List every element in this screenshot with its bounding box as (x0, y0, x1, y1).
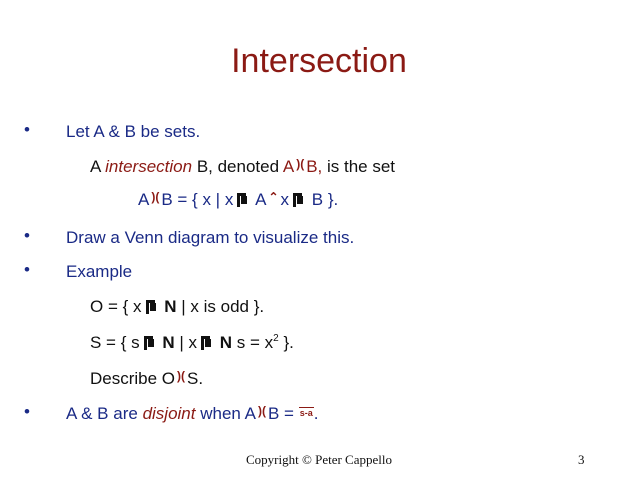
describe-s: S. (187, 369, 204, 388)
s-naturals-1: N (162, 333, 175, 352)
o-naturals: N (164, 297, 177, 316)
intersection-symbol: )( (296, 157, 305, 171)
empty-set-symbol: s-a (299, 408, 313, 418)
intersection-symbol: )( (257, 404, 266, 418)
s-naturals-2: N (219, 333, 233, 352)
element-of-icon (237, 193, 247, 207)
example-o-line (90, 297, 264, 317)
s-superscript: 2 (273, 333, 279, 344)
intersection-symbol: )( (177, 369, 186, 383)
element-of-icon (201, 336, 211, 350)
example-s-line (90, 333, 294, 353)
intersection-symbol: )( (151, 190, 160, 204)
bullet-4-text (66, 404, 318, 424)
describe-text: Describe O (90, 369, 176, 388)
element-of-icon (146, 300, 156, 314)
b4-end: . (313, 404, 319, 423)
s-bar: | (179, 333, 184, 352)
def-text2: is the set (327, 157, 396, 176)
def-text1: B, denoted (196, 157, 280, 176)
set-builder-line (138, 190, 338, 210)
bullet-marker-4: • (24, 402, 30, 421)
set-a: A (138, 190, 150, 209)
b4-disjoint: disjoint (142, 404, 196, 423)
bullet-marker-1: • (24, 120, 30, 139)
set-a3: A (255, 190, 267, 209)
b4-suffix: B = (267, 404, 294, 423)
s-part5: }. (283, 333, 294, 352)
set-b: B = { x | x (161, 190, 234, 209)
def-a: A (90, 157, 101, 176)
bullet-2-text: Draw a Venn diagram to visualize this. (66, 228, 355, 247)
bullet-1-text: Let A & B be sets. (66, 122, 201, 141)
element-of-icon (144, 336, 154, 350)
s-part4: s = x (236, 333, 274, 352)
footer-copyright: Copyright © Peter Cappello (246, 452, 392, 467)
b4-mid: when A (200, 404, 256, 423)
page-number: 3 (578, 452, 585, 467)
and-symbol: ⌃ (268, 190, 279, 204)
bullet-3-text: Example (66, 262, 133, 281)
o-part1: O = { x (90, 297, 142, 316)
element-of-icon (293, 193, 303, 207)
bullet-marker-3: • (24, 260, 30, 279)
definition-line (90, 157, 395, 177)
slide-title: Intersection (231, 42, 407, 80)
def-intersection-word: intersection (105, 157, 193, 176)
s-x: x (188, 333, 198, 352)
s-part1: S = { s (90, 333, 140, 352)
describe-line (90, 369, 203, 389)
o-part2: | x is odd }. (181, 297, 265, 316)
bullet-marker-2: • (24, 226, 30, 245)
set-x: x (280, 190, 290, 209)
def-a2: A (282, 157, 295, 176)
b4-prefix: A & B are (66, 404, 138, 423)
def-b2: B, (306, 157, 323, 176)
set-b5: B }. (311, 190, 339, 209)
